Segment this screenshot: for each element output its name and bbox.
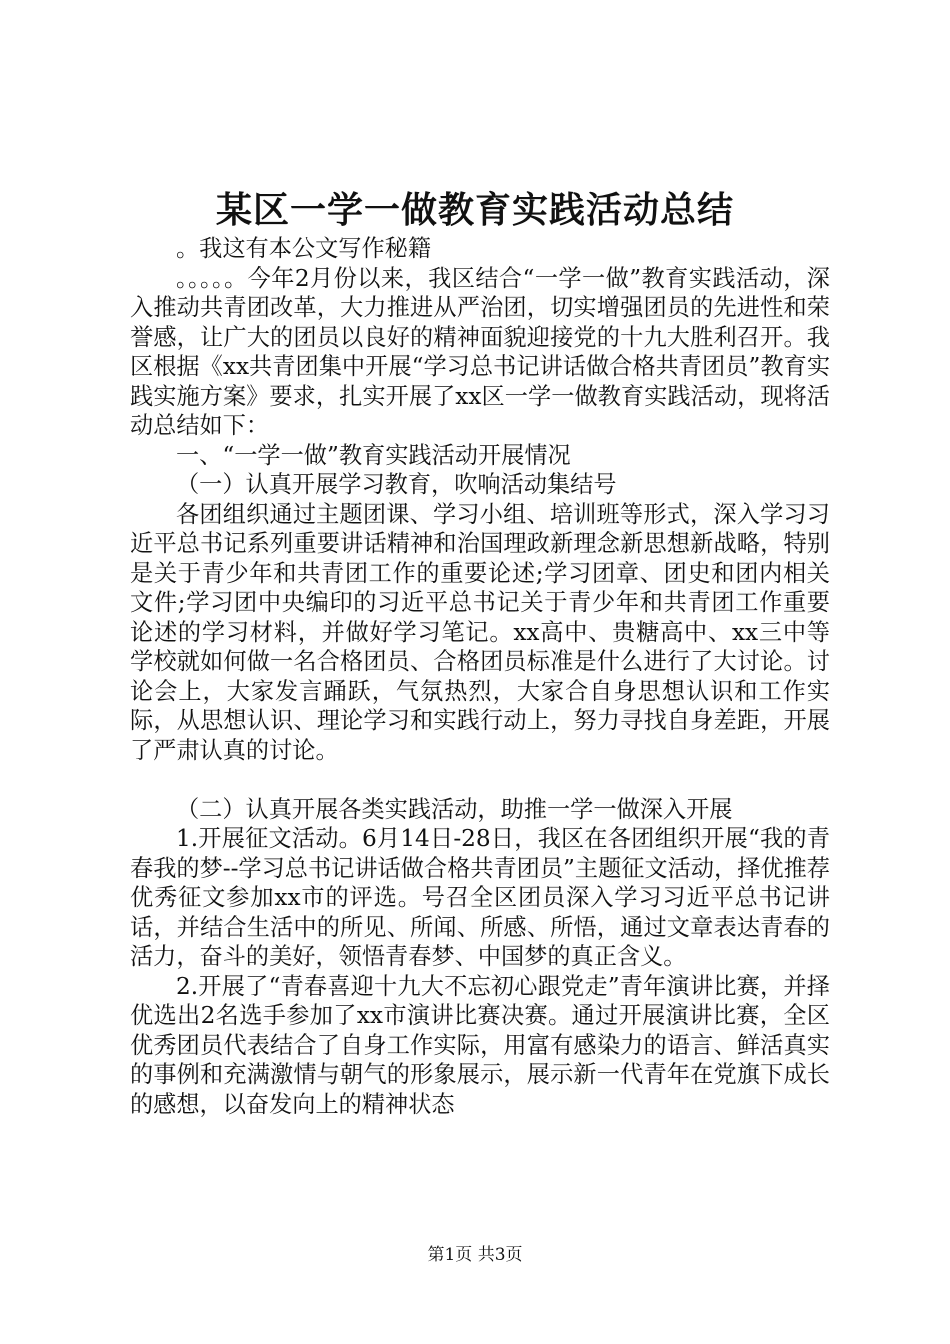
paragraph-essay: 1.开展征文活动。6月14日-28日，我区在各团组织开展“我的青春我的梦--学习总书记讲话做合格共青团员”主题征文活动，择优推荐优秀征文参加xx市的评选。号召全区团员深入学习习近平总书记讲话，并结合生活中的所见、所闻、所感、所悟，通过文章表达青春的活力，奋斗的美好，领悟青春梦、中国梦的真正含义。	[130, 825, 830, 970]
paragraph-study: 各团组织通过主题团课、学习小组、培训班等形式，深入学习习近平总书记系列重要讲话精神和治国理政新理念新思想新战略，特别是关于青少年和共青团工作的重要论述;学习团章、团史和团内相关文件;学习团中央编印的习近平总书记关于青少年和共青团工作重要论述的学习材料，并做好学习笔记。xx高中、贵糖高中、xx三中等学校就如何做一名合格团员、合格团员标准是什么进行了大讨论。讨论会上，大家发言踊跃，气氛热烈，大家合自身思想认识和工作实际，从思想认识、理论学习和实践行动上，努力寻找自身差距，开展了严肃认真的讨论。	[130, 500, 830, 764]
paragraph-intro: 。。。。。今年2月份以来，我区结合“一学一做”教育实践活动，深入推动共青团改革，大力推进从严治团，切实增强团员的先进性和荣誉感，让广大的团员以良好的精神面貌迎接党的十九大胜利召开。我区根据《xx共青团集中开展“学习总书记讲话做合格共青团员”教育实践实施方案》要求，扎实开展了xx区一学一做教育实践活动，现将活动总结如下：	[130, 264, 830, 439]
page-footer: 第1页 共3页	[427, 1245, 523, 1265]
section-heading-1: 一、“一学一做”教育实践活动开展情况	[176, 441, 571, 469]
document-title: 某区一学一做教育实践活动总结	[215, 189, 734, 231]
document-body	[130, 234, 830, 1119]
subsection-heading-1: （一）认真开展学习教育，吹响活动集结号	[176, 471, 617, 498]
subsection-heading-2: （二）认真开展各类实践活动，助推一学一做深入开展	[176, 795, 733, 823]
paragraph-speech: 2.开展了“青春喜迎十九大不忘初心跟党走”青年演讲比赛，并择优选出2名选手参加了xx市演讲比赛决赛。通过开展演讲比赛，全区优秀团员代表结合了自身工作实际，用富有感染力的语言、鲜活真实的事例和充满激情与朝气的形象展示，展示新一代青年在党旗下成长的感想，以奋发向上的精神状态	[130, 972, 830, 1118]
intro-line: 。我这有本公文写作秘籍	[176, 235, 432, 262]
blank-line	[130, 765, 830, 795]
